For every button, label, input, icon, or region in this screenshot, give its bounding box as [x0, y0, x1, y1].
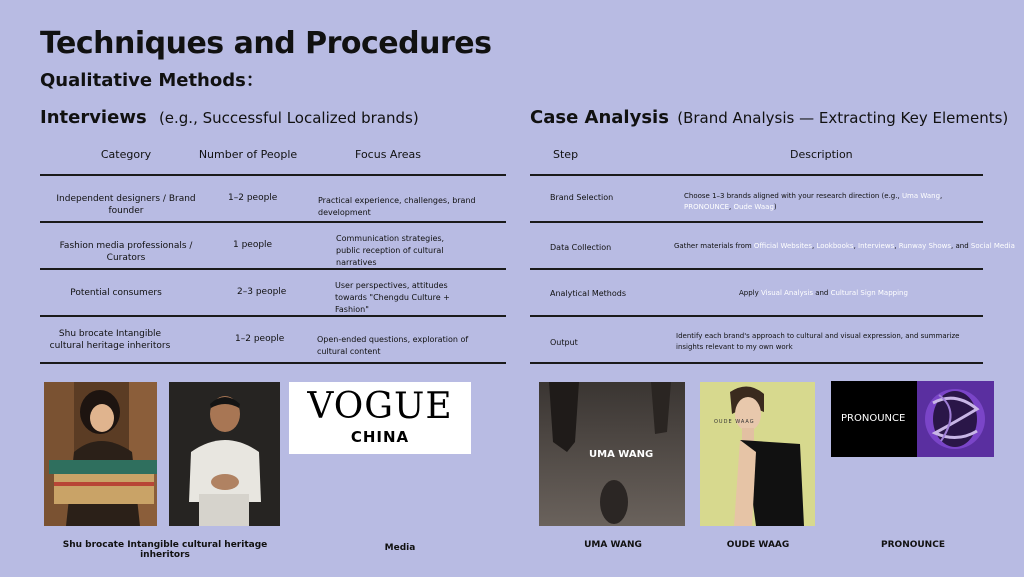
- caption-oude-waag: OUDE WAAG: [726, 540, 790, 550]
- case-row-3-highlight: Visual Analysis: [761, 289, 813, 297]
- case-row-1-description: [684, 191, 974, 213]
- interviews-row-3-focus: User perspectives, attitudes towards "Chengdu Culture + Fashion": [335, 281, 450, 314]
- case-row-2-highlight: Official Websites: [753, 242, 813, 250]
- case-row-3-highlight: Cultural Sign Mapping: [830, 289, 908, 297]
- interviews-row-3-category: Potential consumers: [70, 288, 162, 298]
- case-row-3-step: Analytical Methods: [550, 289, 626, 298]
- page-title: Techniques and Procedures: [40, 26, 492, 61]
- shu-brocate-photo: [44, 382, 157, 526]
- interviews-rule: [40, 221, 506, 223]
- case-row-1-highlight: Uma Wang: [901, 192, 941, 200]
- pronounce-photo-label: PRONOUNCE: [841, 413, 906, 424]
- oude-waag-photo: [700, 382, 815, 526]
- caption-shu-brocate: Shu brocate Intangible cultural heritage inheritors: [62, 540, 268, 560]
- case-row-1-text: ,: [729, 203, 734, 211]
- case-rule: [530, 362, 983, 364]
- interviews-header-category: Category: [100, 148, 152, 161]
- case-row-2-highlight: Interviews: [858, 242, 895, 250]
- interviews-row-3-people: 2–3 people: [237, 287, 287, 297]
- interviews-header-focus: Focus Areas: [355, 148, 421, 161]
- case-rule: [530, 174, 983, 176]
- case-row-3-text: Apply: [739, 289, 761, 297]
- media-person-photo-art: [169, 382, 280, 526]
- interviews-rule: [40, 174, 506, 176]
- interviews-row-1-focus: Practical experience, challenges, brand development: [318, 196, 476, 217]
- case-row-2-text: , and: [951, 242, 971, 250]
- caption-pronounce: PRONOUNCE: [881, 540, 945, 550]
- uma-wang-photo-label: UMA WANG: [589, 449, 654, 460]
- case-row-2-highlight: Runway Shows: [898, 242, 952, 250]
- china-wordmark: CHINA: [350, 428, 410, 446]
- case-row-2-step: Data Collection: [550, 243, 612, 252]
- case-row-3-description: [739, 288, 908, 299]
- case-heading-label: Case Analysis: [530, 107, 669, 128]
- interviews-row-4-people: 1–2 people: [235, 334, 285, 344]
- case-row-2-highlight: Lookbooks: [816, 242, 854, 250]
- interviews-row-4-category: Shu brocate Intangible cultural heritage inheritors: [49, 329, 171, 351]
- case-row-3-text: and: [812, 289, 831, 297]
- interviews-row-1-category: Independent designers / Brand founder: [56, 194, 196, 216]
- case-row-2-description: [674, 241, 1015, 252]
- interviews-heading-note: (e.g., Successful Localized brands): [158, 109, 419, 127]
- interviews-heading-label: Interviews: [40, 107, 147, 128]
- caption-media: Media: [384, 543, 416, 553]
- case-row-1-highlight: PRONOUNCE: [684, 203, 730, 211]
- case-row-1-text: ): [773, 203, 777, 211]
- case-heading: [530, 107, 1008, 128]
- vogue-wordmark: VOGUE: [307, 386, 453, 427]
- page-subtitle: Qualitative Methods：: [40, 70, 264, 91]
- media-person-photo: [169, 382, 280, 526]
- oude-waag-photo-art: [700, 382, 815, 526]
- case-row-1-highlight: Oude Waag: [733, 203, 774, 211]
- interviews-row-2-category: Fashion media professionals / Curators: [59, 241, 193, 263]
- case-row-1-step: Brand Selection: [550, 193, 614, 202]
- interviews-heading: [40, 107, 419, 128]
- interviews-row-1-people: 1–2 people: [228, 193, 278, 203]
- case-row-4-description: Identify each brand's approach to cultural and visual expression, and summarize insights relevant to my own work: [676, 332, 960, 351]
- case-header-description: Description: [790, 148, 853, 161]
- case-row-4-step: Output: [550, 338, 578, 347]
- uma-wang-photo: [539, 382, 685, 526]
- caption-uma-wang: UMA WANG: [584, 540, 642, 550]
- interviews-rule: [40, 362, 506, 364]
- case-header-step: Step: [553, 148, 579, 161]
- case-row-1-text: ,: [940, 192, 943, 200]
- case-row-1-text: Choose 1–3 brands aligned with your research direction (e.g.,: [684, 192, 902, 200]
- interviews-row-2-focus: Communication strategies, public reception of cultural narratives: [336, 234, 445, 267]
- case-row-2-text: Gather materials from: [674, 242, 754, 250]
- case-row-2-highlight: Social Media: [970, 242, 1015, 250]
- case-heading-note: (Brand Analysis — Extracting Key Elements): [677, 109, 1009, 127]
- interviews-row-2-people: 1 people: [233, 240, 273, 250]
- oude-waag-photo-label: OUDE WAAG: [714, 419, 755, 425]
- shu-brocate-photo-art: [44, 382, 157, 526]
- case-rule: [530, 315, 983, 317]
- case-row-2-text: ,: [812, 242, 817, 250]
- vogue-china-logo: [289, 382, 471, 454]
- case-row-2-text: ,: [894, 242, 899, 250]
- case-rule: [530, 268, 983, 270]
- pronounce-photo: [831, 381, 994, 457]
- interviews-header-people: Number of People: [198, 148, 298, 161]
- case-row-2-text: ,: [853, 242, 859, 250]
- interviews-row-4-focus: Open-ended questions, exploration of cultural content: [317, 335, 469, 356]
- case-rule: [530, 221, 983, 223]
